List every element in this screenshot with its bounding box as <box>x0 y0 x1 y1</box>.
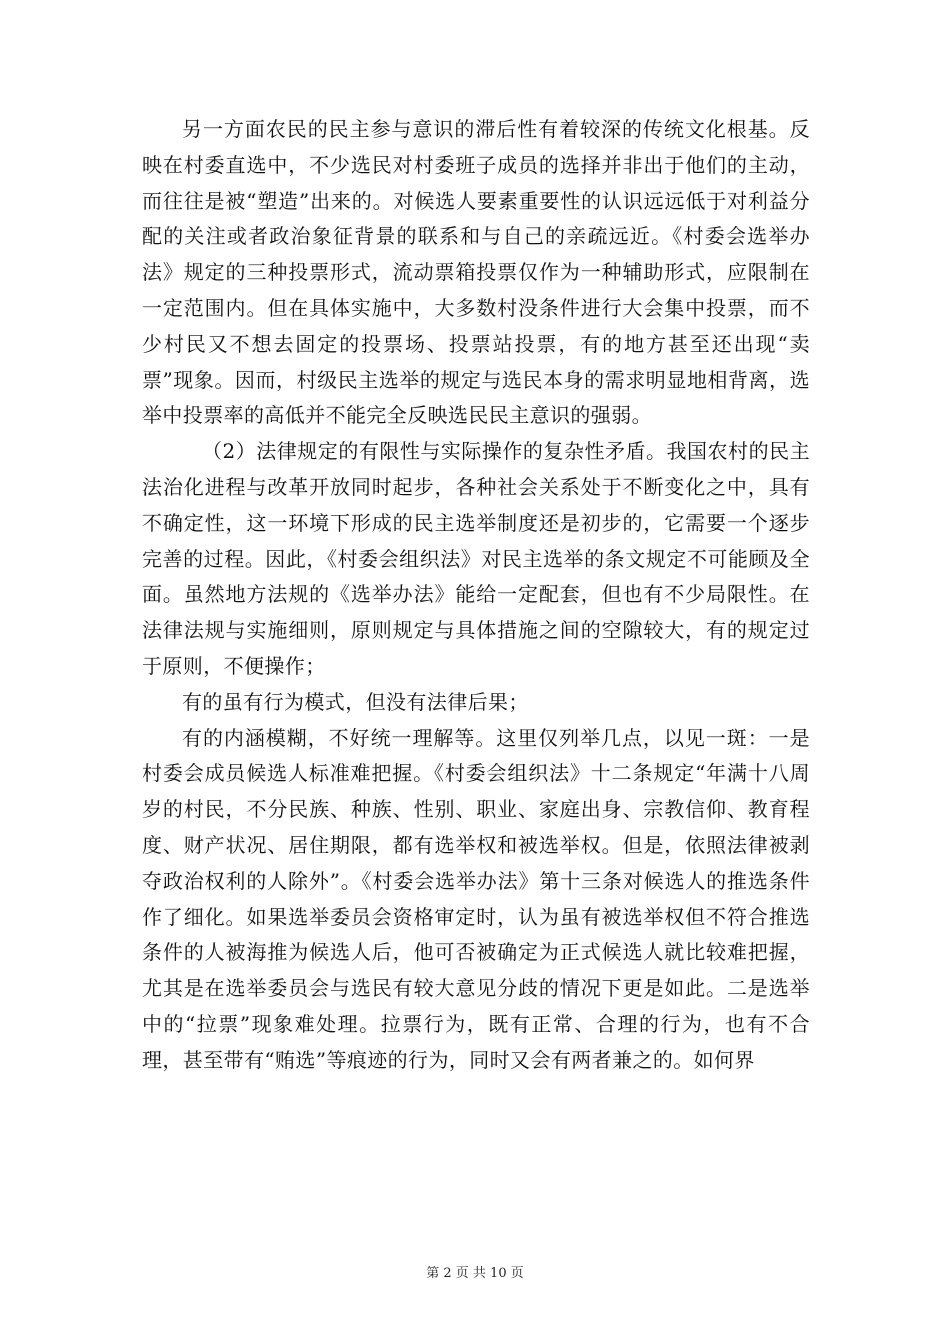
paragraph-3: 有的虽有行为模式，但没有法律后果； <box>182 689 529 714</box>
document-body <box>142 112 810 1079</box>
paragraph-1: 另一方面农民的民主参与意识的滞后性有着较深的传统文化根基。反映在村委直选中，不少选民对村委班子成员的选择并非出于他们的主动，而往往是被“塑造”出来的。对候选人要素重要性的认识远远低于对利益分配的关注或者政治象征背景的联系和与自己的亲疏远近。《村委会选举办法》规定的三种投票形式，流动票箱投票仅作为一种辅助形式，应限制在一定范围内。但在具体实施中，大多数村没条件进行大会集中投票，而不少村民又不想去固定的投票场、投票站投票，有的地方甚至还出现“卖票”现象。因而，村级民主选举的规定与选民本身的需求明显地相背离，选举中投票率的高低并不能完全反映选民民主意识的强弱。 <box>142 117 810 428</box>
paragraph-4: 有的内涵模糊，不好统一理解等。这里仅列举几点，以见一斑：一是村委会成员候选人标准难把握。《村委会组织法》十二条规定“年满十八周岁的村民，不分民族、种族、性别、职业、家庭出身、宗教信仰、教育程度、财产状况、居住期限，都有选举权和被选举权。但是，依照法律被剥夺政治权利的人除外”。《村委会选举办法》第十三条对候选人的推选条件作了细化。如果选举委员会资格审定时，认为虽有被选举权但不符合推选条件的人被海推为候选人后，他可否被确定为正式候选人就比较难把握，尤其是在选举委员会与选民有较大意见分歧的情况下更是如此。二是选举中的“拉票”现象难处理。拉票行为，既有正常、合理的行为，也有不合理，甚至带有“贿选”等痕迹的行为，同时又会有两者兼之的。如何界 <box>142 725 810 1072</box>
paragraph-2: （2）法律规定的有限性与实际操作的复杂性矛盾。我国农村的民主法治化进程与改革开放同时起步，各种社会关系处于不断变化之中，具有不确定性，这一环境下形成的民主选举制度还是初步的，它需要一个逐步完善的过程。因此，《村委会组织法》对民主选举的条文规定不可能顾及全面。虽然地方法规的《选举办法》能给一定配套，但也有不少局限性。在法律法规与实施细则，原则规定与具体措施之间的空隙较大，有的规定过于原则，不便操作； <box>142 439 810 678</box>
page-number-footer: 第 2 页 共 10 页 <box>426 1266 524 1281</box>
